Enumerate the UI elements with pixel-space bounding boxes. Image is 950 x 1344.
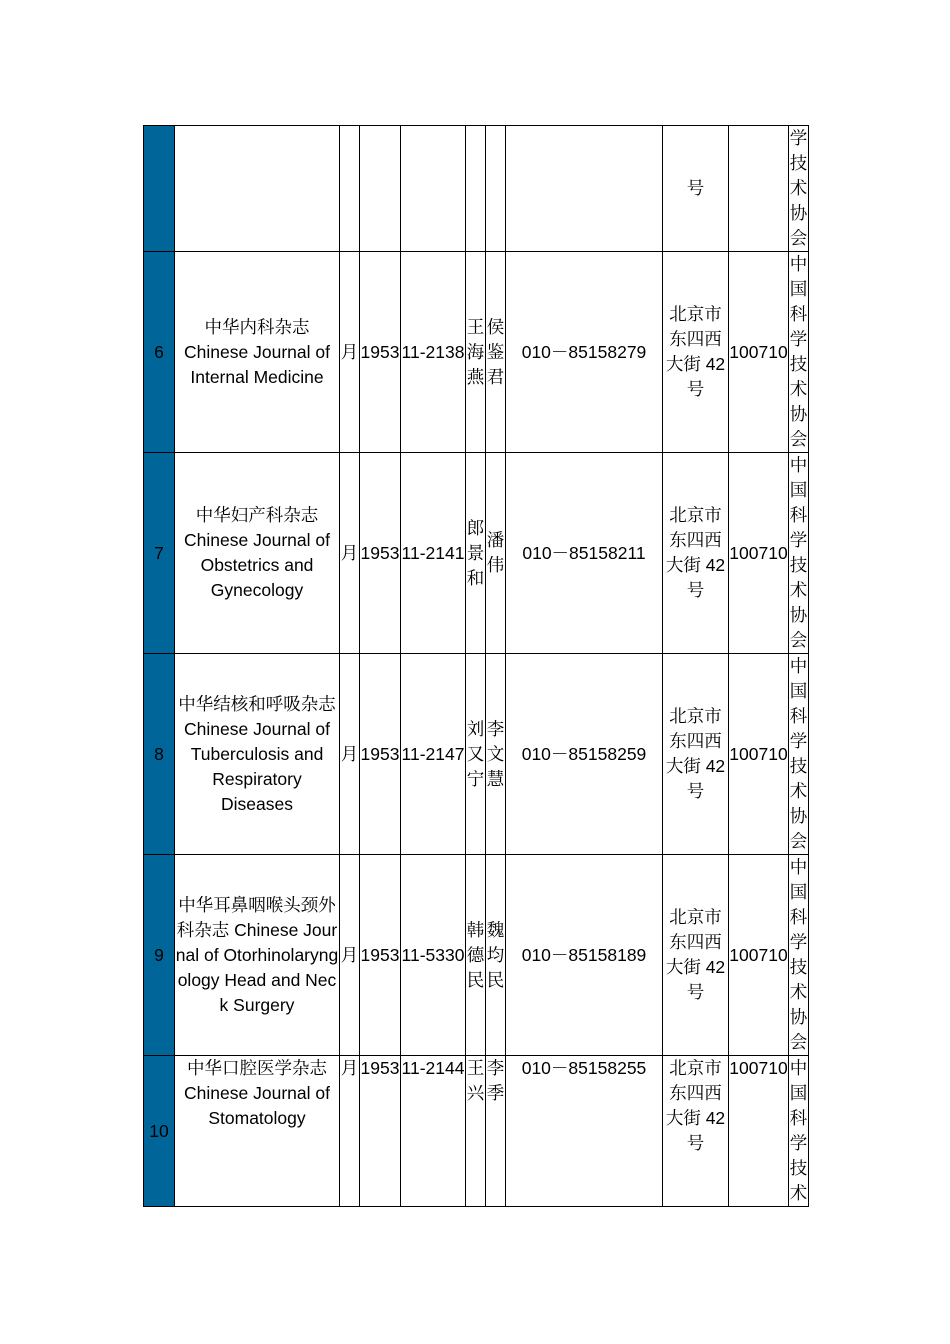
journal-title: 中华妇产科杂志 Chinese Journal of Obstetrics and Gynecology bbox=[175, 453, 340, 654]
table-row bbox=[144, 252, 809, 453]
contact-person: 李文慧 bbox=[486, 654, 506, 855]
chief-editor: 王兴 bbox=[466, 1056, 486, 1207]
postcode: 100710 bbox=[729, 252, 789, 453]
postcode: 100710 bbox=[729, 453, 789, 654]
journal-title bbox=[175, 126, 340, 252]
founded-year: 1953 bbox=[360, 855, 401, 1056]
chief-editor: 韩德民 bbox=[466, 855, 486, 1056]
row-number bbox=[144, 126, 175, 252]
frequency: 月 bbox=[340, 252, 360, 453]
journal-title: 中华结核和呼吸杂志 Chinese Journal of Tuberculosis and Respiratory Diseases bbox=[175, 654, 340, 855]
contact-person bbox=[486, 126, 506, 252]
cn-number bbox=[401, 126, 466, 252]
row-number: 8 bbox=[144, 654, 175, 855]
postcode: 100710 bbox=[729, 654, 789, 855]
sponsor: 中国科学技术协会 bbox=[789, 654, 809, 855]
phone: 010－85158211 bbox=[506, 453, 663, 654]
postcode: 100710 bbox=[729, 855, 789, 1056]
table-row bbox=[144, 1056, 809, 1207]
address: 北京市东四西大街 42号 bbox=[663, 453, 729, 654]
sponsor: 中国科学技术协会 bbox=[789, 855, 809, 1056]
sponsor: 中国科学技术 bbox=[789, 1056, 809, 1207]
row-number: 10 bbox=[144, 1056, 175, 1207]
frequency: 月 bbox=[340, 1056, 360, 1207]
founded-year: 1953 bbox=[360, 654, 401, 855]
sponsor: 中国科学技术协会 bbox=[789, 252, 809, 453]
journal-title: 中华口腔医学杂志 Chinese Journal of Stomatology bbox=[175, 1056, 340, 1207]
cn-number: 11-2147 bbox=[401, 654, 466, 855]
table-row bbox=[144, 654, 809, 855]
table-row bbox=[144, 855, 809, 1056]
postcode bbox=[729, 126, 789, 252]
chief-editor: 王海燕 bbox=[466, 252, 486, 453]
cn-number: 11-2141 bbox=[401, 453, 466, 654]
address: 北京市东四西大街 42号 bbox=[663, 1056, 729, 1207]
phone bbox=[506, 126, 663, 252]
sponsor: 中国科学技术协会 bbox=[789, 453, 809, 654]
postcode: 100710 bbox=[729, 1056, 789, 1207]
founded-year: 1953 bbox=[360, 1056, 401, 1207]
journal-title: 中华内科杂志 Chinese Journal of Internal Medicine bbox=[175, 252, 340, 453]
founded-year bbox=[360, 126, 401, 252]
contact-person: 李季 bbox=[486, 1056, 506, 1207]
chief-editor bbox=[466, 126, 486, 252]
frequency: 月 bbox=[340, 855, 360, 1056]
chief-editor: 郎景和 bbox=[466, 453, 486, 654]
row-number: 9 bbox=[144, 855, 175, 1056]
table-row bbox=[144, 453, 809, 654]
frequency: 月 bbox=[340, 453, 360, 654]
phone: 010－85158259 bbox=[506, 654, 663, 855]
address: 北京市东四西大街 42号 bbox=[663, 855, 729, 1056]
cn-number: 11-5330 bbox=[401, 855, 466, 1056]
contact-person: 潘伟 bbox=[486, 453, 506, 654]
cn-number: 11-2138 bbox=[401, 252, 466, 453]
address: 号 bbox=[663, 126, 729, 252]
address: 北京市东四西大街 42号 bbox=[663, 654, 729, 855]
phone: 010－85158279 bbox=[506, 252, 663, 453]
cn-number: 11-2144 bbox=[401, 1056, 466, 1207]
journal-title: 中华耳鼻咽喉头颈外科杂志 Chinese Journal of Otorhinolaryngology Head and Neck Surgery bbox=[175, 855, 340, 1056]
row-number: 6 bbox=[144, 252, 175, 453]
chief-editor: 刘又宁 bbox=[466, 654, 486, 855]
founded-year: 1953 bbox=[360, 453, 401, 654]
contact-person: 魏均民 bbox=[486, 855, 506, 1056]
journal-table bbox=[143, 125, 809, 1207]
frequency: 月 bbox=[340, 654, 360, 855]
contact-person: 侯鉴君 bbox=[486, 252, 506, 453]
phone: 010－85158255 bbox=[506, 1056, 663, 1207]
founded-year: 1953 bbox=[360, 252, 401, 453]
address: 北京市东四西大街 42号 bbox=[663, 252, 729, 453]
sponsor: 学技术协会 bbox=[789, 126, 809, 252]
frequency bbox=[340, 126, 360, 252]
row-number: 7 bbox=[144, 453, 175, 654]
table-row bbox=[144, 126, 809, 252]
phone: 010－85158189 bbox=[506, 855, 663, 1056]
